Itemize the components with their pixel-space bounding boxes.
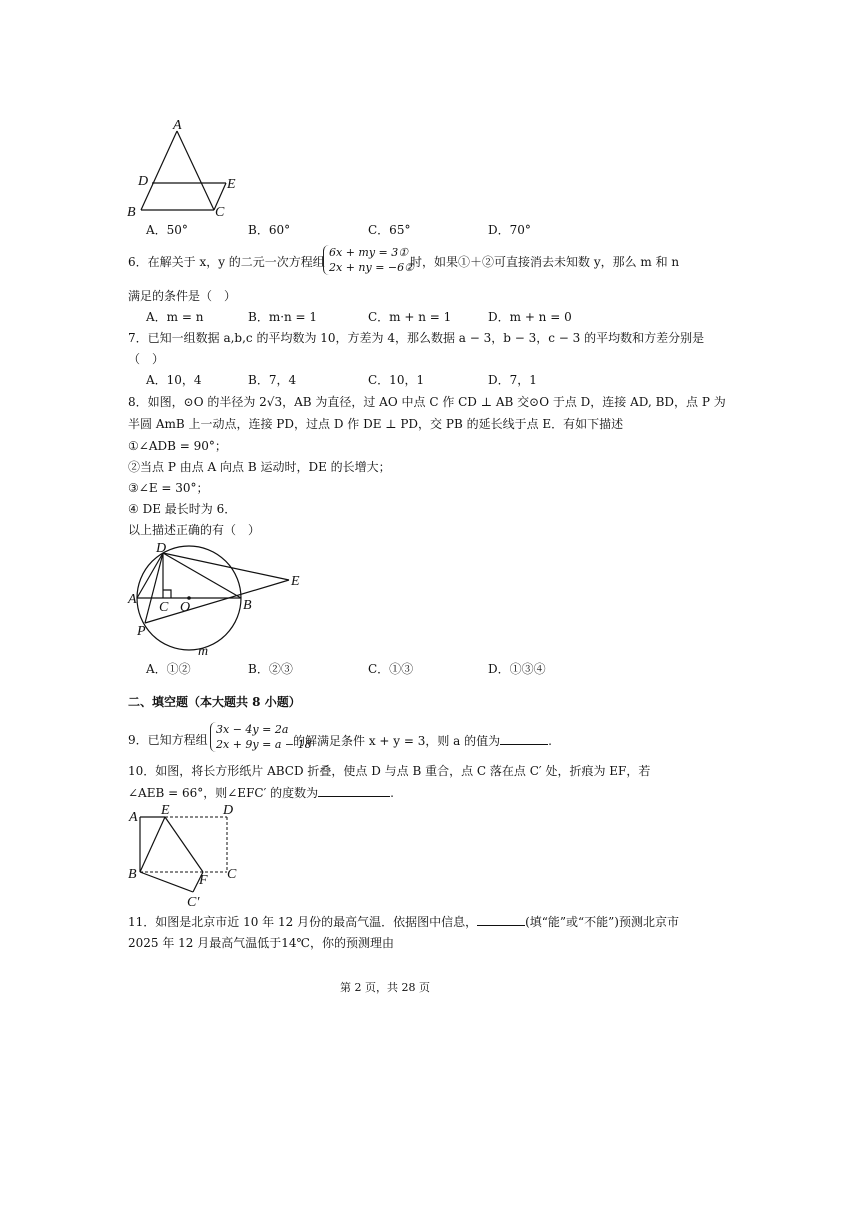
q5-triangle-svg	[120, 115, 250, 220]
q6-equation-system	[323, 245, 414, 275]
q8-ask: 以上描述正确的有（ ）	[128, 523, 261, 537]
q9-eq1: 3x − 4y = 2a	[216, 723, 289, 736]
q8-label-a: A	[128, 592, 137, 607]
q10-label-d: D	[223, 803, 234, 818]
q5-option-c: C．65°	[368, 223, 411, 237]
q8-option-b: B．②③	[248, 662, 293, 676]
q9-post-line	[293, 734, 552, 747]
q8-option-a: A．①②	[146, 662, 191, 676]
q5-option-d: D．70°	[488, 223, 531, 237]
q6-eq2: 2x + ny = −6②	[329, 261, 414, 274]
q8-label-c: C	[159, 600, 169, 615]
q9-eq2: 2x + 9y = a − 18	[216, 738, 312, 751]
q8-statement-4: ④ DE 最长时为 6．	[128, 502, 237, 516]
q8-option-d: D．①③④	[488, 662, 546, 676]
q9-post: 的解满足条件 x + y = 3，则 a 的值为	[293, 734, 501, 748]
q10-label-c-prime: C′	[187, 895, 200, 910]
q8-label-d: D	[156, 541, 167, 556]
q7-stem-line2: （ ）	[128, 352, 165, 366]
q10-line2-end: .	[390, 786, 394, 800]
q10-line2-pre: ∠AEB = 66°，则∠EFC′ 的度数为	[128, 786, 319, 800]
q6-eq1: 6x + my = 3①	[329, 246, 409, 259]
q10-line1: 10．如图，将长方形纸片 ABCD 折叠，使点 D 与点 B 重合，点 C 落在点 C′ 处，折痕为 EF，若	[128, 764, 651, 778]
q8-label-m: m	[198, 644, 209, 659]
q8-statement-3: ③∠E = 30°；	[128, 481, 209, 495]
q6-option-c: C．m + n = 1	[368, 310, 452, 324]
q7-option-b: B．7，4	[248, 373, 297, 387]
q10-label-c: C	[227, 867, 237, 882]
q8-circle-figure	[125, 538, 305, 660]
q8-label-b: B	[243, 598, 252, 613]
q11-line1	[128, 915, 679, 928]
q10-label-e: E	[161, 803, 170, 818]
q11-line1-post: (填“能”或“不能”)预测北京市	[525, 915, 679, 929]
q9-answer-blank[interactable]	[500, 734, 548, 745]
q5-option-b: B．60°	[248, 223, 291, 237]
q8-label-e: E	[291, 574, 300, 589]
q6-stem-line2: 满足的条件是（ ）	[128, 289, 237, 303]
q5-label-a: A	[173, 118, 182, 133]
page-footer: 第 2 页，共 28 页	[340, 981, 430, 994]
q10-label-b: B	[128, 867, 137, 882]
q8-line2: 半圆 AmB 上一动点，连接 PD，过点 D 作 DE ⊥ PD，交 PB 的延长线于点 E．有如下描述	[128, 417, 624, 431]
q10-answer-blank[interactable]	[318, 786, 390, 797]
q9-pre: 9．已知方程组	[128, 733, 208, 747]
q7-stem: 7．已知一组数据 a,b,c 的平均数为 10，方差为 4，那么数据 a − 3，b − 3，c − 3 的平均数和方差分别是	[128, 331, 705, 345]
q5-label-c: C	[215, 205, 225, 220]
q6-stem-pre: 6．在解关于 x，y 的二元一次方程组	[128, 255, 325, 269]
q9-end: .	[548, 734, 552, 748]
q5-option-a: A．50°	[146, 223, 188, 237]
q5-triangle-figure	[120, 115, 250, 220]
q8-statement-1: ①∠ADB = 90°；	[128, 439, 227, 453]
q7-option-d: D．7，1	[488, 373, 537, 387]
q8-circle-svg	[125, 538, 305, 660]
q7-option-a: A．10，4	[146, 373, 202, 387]
q8-label-p: P	[137, 624, 146, 639]
q10-rectangle-figure	[125, 800, 245, 910]
q11-line1-pre: 11．如图是北京市近 10 年 12 月份的最高气温．依据图中信息，	[128, 915, 478, 929]
q10-rectangle-svg	[125, 800, 245, 910]
q6-option-d: D．m + n = 0	[488, 310, 572, 324]
q5-label-d: D	[138, 174, 149, 189]
q6-option-b: B．m·n = 1	[248, 310, 318, 324]
q10-line2	[128, 786, 394, 799]
q8-statement-2: ②当点 P 由点 A 向点 B 运动时，DE 的长增大；	[128, 460, 391, 474]
q5-label-b: B	[127, 205, 136, 220]
q10-label-f: F	[199, 873, 208, 888]
q7-option-c: C．10，1	[368, 373, 425, 387]
q8-label-o: O	[180, 600, 191, 615]
q10-label-a: A	[129, 810, 138, 825]
q6-option-a: A．m = n	[146, 310, 204, 324]
section-title-fill-blank: 二、填空题（本大题共 8 小题）	[128, 695, 301, 709]
q8-line1: 8．如图，⊙O 的半径为 2√3，AB 为直径，过 AO 中点 C 作 CD ⊥ AB 交⊙O 于点 D，连接 AD, BD，点 P 为	[128, 395, 726, 409]
q6-stem-post: 时，如果①＋②可直接消去未知数 y，那么 m 和 n	[410, 255, 680, 269]
q8-option-c: C．①③	[368, 662, 414, 676]
q5-label-e: E	[227, 177, 236, 192]
q11-line2: 2025 年 12 月最高气温低于14℃，你的预测理由	[128, 936, 394, 950]
q11-answer-blank[interactable]	[477, 915, 525, 926]
